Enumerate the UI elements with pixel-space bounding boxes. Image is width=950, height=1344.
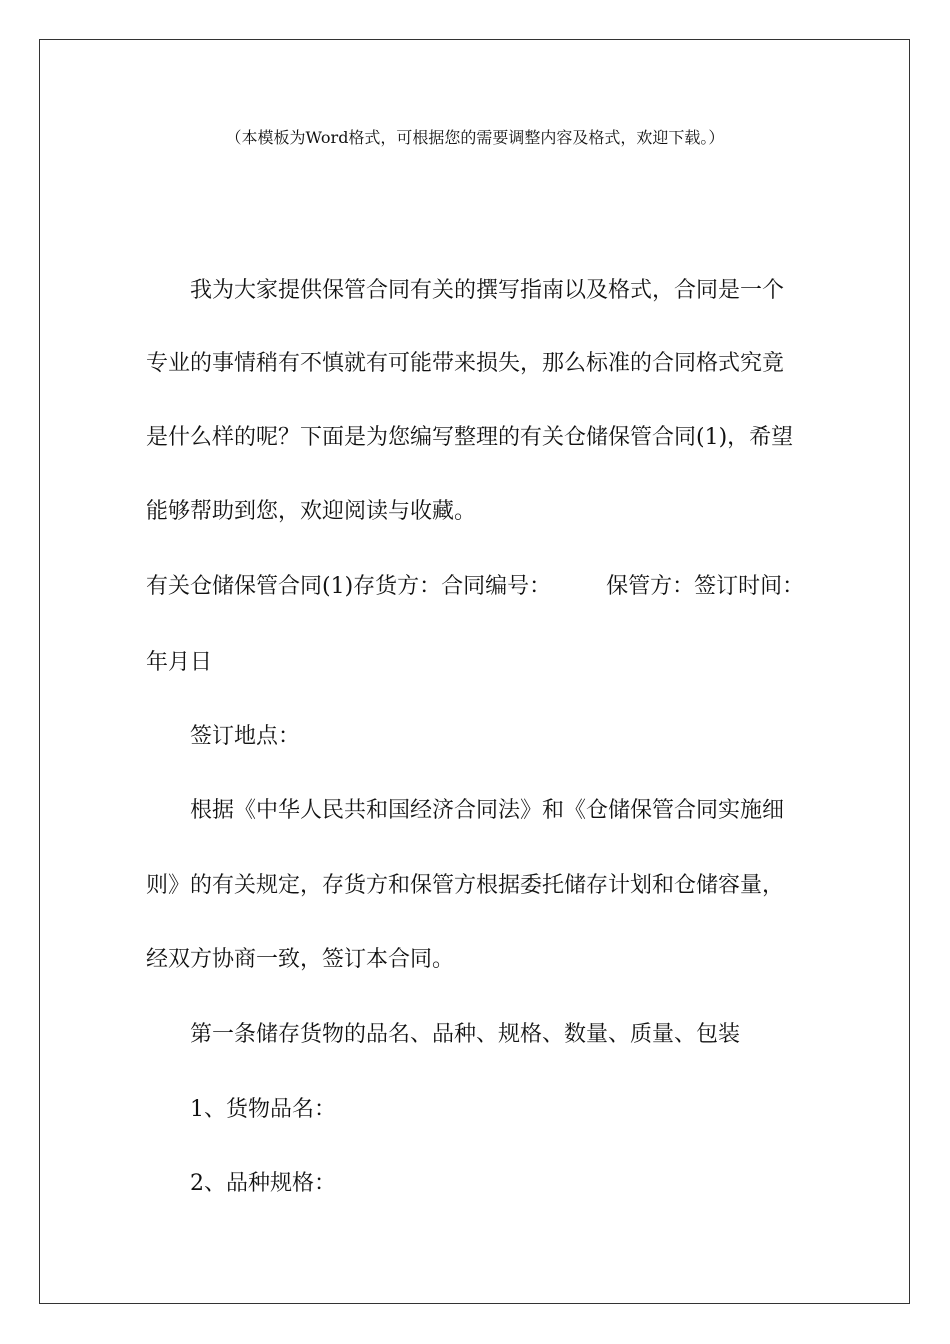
item-2-variety-spec: 2、品种规格：: [190, 1171, 336, 1196]
article-1-title: 第一条储存货物的品名、品种、规格、数量、质量、包装: [190, 1022, 741, 1047]
basis-line-3: 经双方协商一致，签订本合同。: [146, 947, 455, 972]
sign-place-line: 签订地点：: [190, 724, 301, 749]
intro-line-1: 我为大家提供保管合同有关的撰写指南以及格式，合同是一个: [190, 278, 785, 303]
intro-line-4: 能够帮助到您，欢迎阅读与收藏。: [146, 499, 477, 524]
item-1-goods-name: 1、货物品名：: [190, 1097, 336, 1122]
basis-line-1: 根据《中华人民共和国经济合同法》和《仓储保管合同实施细: [190, 798, 785, 823]
intro-line-2: 专业的事情稍有不慎就有可能带来损失，那么标准的合同格式究竟: [146, 351, 785, 376]
contract-date-line: 年月日: [146, 650, 213, 675]
basis-line-2: 则》的有关规定，存货方和保管方根据委托储存计划和仓储容量，: [146, 873, 785, 898]
contract-header-line: 有关仓储保管合同(1)存货方：合同编号： 保管方：签订时间：: [146, 574, 805, 599]
intro-line-3: 是什么样的呢？下面是为您编写整理的有关仓储保管合同(1)，希望: [146, 425, 794, 450]
template-notice: （本模板为Word格式，可根据您的需要调整内容及格式，欢迎下载。）: [225, 128, 725, 147]
